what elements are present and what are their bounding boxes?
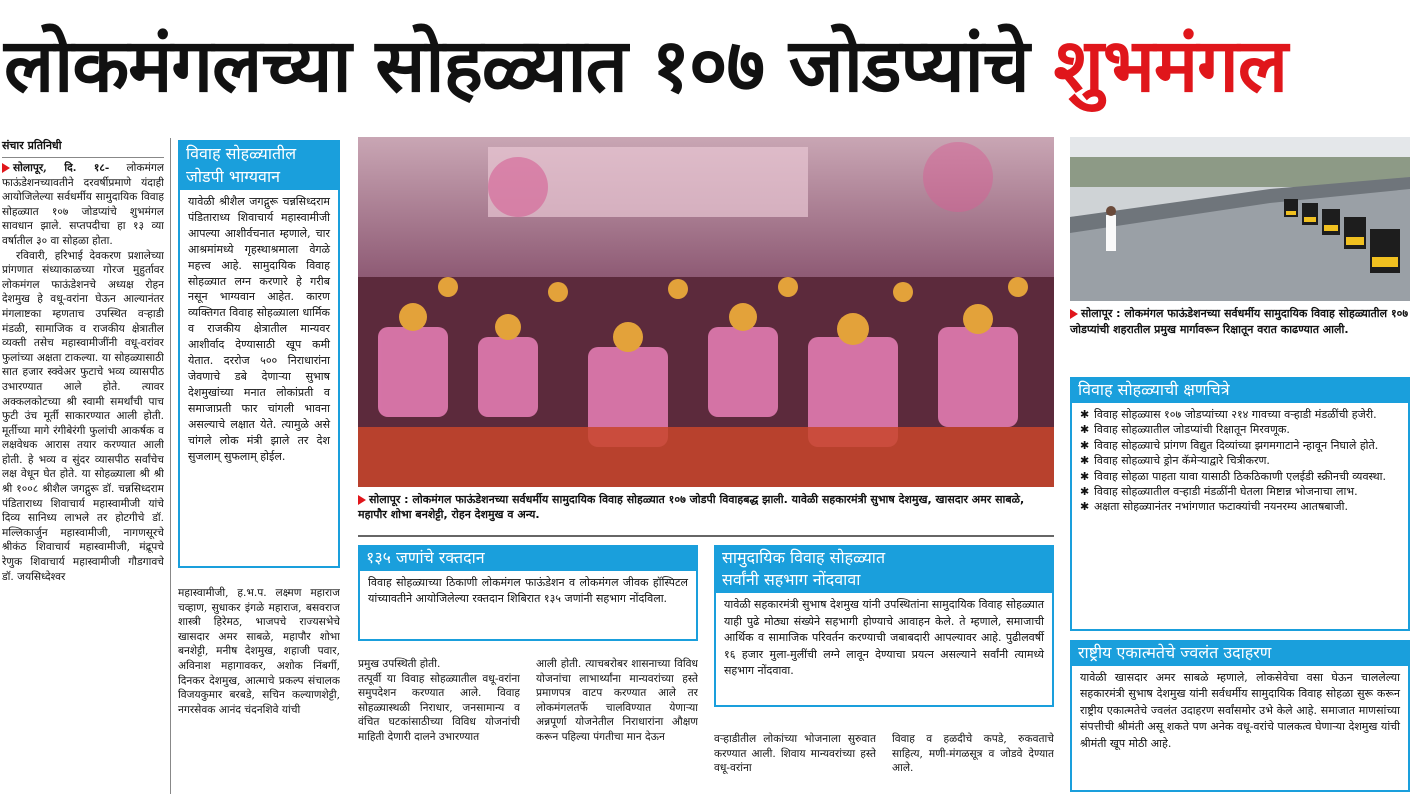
column-3b-text: आली होती. त्याचबरोबर शासनाच्या विविध योजनांचा लाभार्थ्यांना मान्यवरांच्या हस्ते प्रमाणपत्र वाटप करण्यात आले तर लोकमंगलतर्फे चालविण्यात येणाऱ्या अन्नपूर्णा योजनेतील निराधारांना औक्षण करून पहिल्या पंगतीचा मान देऊन <box>536 658 698 743</box>
side-photo-caption <box>1070 306 1410 338</box>
moment-text: विवाह सोहळ्याचे प्रांगण विद्युत दिव्यांच्या झगमगाटाने न्हावून निघाले होते. <box>1094 438 1379 452</box>
red-triangle-icon <box>1070 309 1078 319</box>
moments-list-box <box>1070 403 1410 631</box>
moment-text: अक्षता सोहळ्यानंतर नभांगणात फटाक्यांची नयनरम्य आतषबाजी. <box>1094 500 1348 514</box>
moment-text: विवाह सोहळ्यास १०७ जोडप्यांच्या २१४ गावच्या वऱ्हाडी मंडळींची हजेरी. <box>1094 408 1377 421</box>
participation-title-line-2: सर्वांनी सहभाग नोंदवावा <box>722 570 861 589</box>
fortunate-couples-title-line-1: विवाह सोहळ्यातील <box>186 144 297 163</box>
participation-title-line-1: सामुदायिक विवाह सोहळ्यात <box>722 548 886 567</box>
asterisk-icon: ✱ <box>1080 438 1090 452</box>
main-photo-caption <box>358 492 1054 522</box>
fortunate-couples-text: यावेळी श्रीशैल जगद्गुरू चन्नसिध्दराम पंडिताराध्य शिवाचार्य महास्वामीजी आपल्या आशीर्वचनात म्हणाले, चार आश्रमांमध्ये गृहस्थाश्रमाला वेगळे महत्त्व आहे. सामुदायिक विवाह सोहळ्यात लग्न करणारे हे गरीब नसून भाग्यवान आहेत. कारण व्यक्तिगत विवाह सोहळ्याला धार्मिक व राजकीय क्षेत्रातील मान्यवर आशीर्वाद देण्यासाठी खूप कमी येतात. दररोज ५०० निराधारांना जेवणाचे डबे देणाऱ्या सुभाष देशमुखांच्या मनात लोकांप्रती व समाजाप्रती फार चांगली भावना असल्याचे लक्षात येते. त्यामुळे असे चांगले लोक मंत्री झाले तर देश सुजलाम् सुफलाम् होईल. <box>178 190 340 568</box>
column-4b-text: विवाह व हळदीचे कपडे, रुकवताचे साहित्य, मणी-मंगळसूत्र व जोडवे देण्यात आले. <box>892 733 1054 775</box>
asterisk-icon: ✱ <box>1080 469 1090 483</box>
asterisk-icon: ✱ <box>1080 408 1090 421</box>
blood-donation-title: १३५ जणांचे रक्तदान <box>358 545 698 571</box>
wedding-ceremony-illustration <box>358 137 1054 487</box>
list-item <box>1080 469 1400 484</box>
headline <box>4 4 1408 128</box>
fortunate-couples-title <box>178 140 340 190</box>
wedding-ceremony-photo <box>358 137 1054 487</box>
list-item <box>1080 407 1400 422</box>
main-caption-marker: सोलापूर : <box>369 493 409 506</box>
side-caption-text: लोकमंगल फाऊंडेशनच्या सर्वधर्मीय सामुदायिक विवाह सोहळ्यातील १०७ जोडप्यांची शहरातील प्रमुख मार्गावरून रिक्षातून वरात काढण्यात आली. <box>1070 307 1409 336</box>
byline-rule <box>2 157 164 158</box>
national-unity-box <box>1070 640 1410 792</box>
list-item <box>1080 422 1400 437</box>
list-item <box>1080 484 1400 499</box>
main-caption-text: लोकमंगल फाऊंडेशनच्या सर्वधर्मीय सामुदायिक विवाह सोहळ्यात १०७ जोडपी विवाहबद्ध झाली. यावेळी सहकारमंत्री सुभाष देशमुख, खासदार अमर साबळे, महापौर शोभा बनशेट्टी, रोहन देशमुख व अन्य. <box>358 493 1025 521</box>
column-divider <box>170 138 171 794</box>
moments-list <box>1080 407 1400 515</box>
asterisk-icon: ✱ <box>1080 423 1090 437</box>
fortunate-couples-box <box>178 140 340 568</box>
fortunate-couples-title-line-2: जोडपी भाग्यवान <box>186 167 280 186</box>
moment-text: विवाह सोहळ्यातील वऱ्हाडी मंडळींनी घेतला मिष्टान्न भोजनाचा लाभ. <box>1094 485 1358 499</box>
headline-highlight: शुभमंगल <box>1053 23 1287 109</box>
blood-donation-box <box>358 545 698 641</box>
column-1 <box>2 138 164 794</box>
moment-text: विवाह सोहळ्याचे ड्रोन कॅमेऱ्याद्वारे चित्रीकरण. <box>1094 454 1270 468</box>
headline-main: लोकमंगलच्या सोहळ्यात १०७ जोडप्यांचे <box>4 23 1029 109</box>
dateline: सोलापूर, दि. १८- <box>13 162 110 174</box>
participation-text: यावेळी सहकारमंत्री सुभाष देशमुख यांनी उपस्थितांना सामुदायिक विवाह सोहळ्यात याही पुढे मोठ्या संख्येने सहभागी होण्याचे आवाहन केले. ते म्हणाले, समाजाची आर्थिक व सामाजिक परिवर्तन करण्याची जबाबदारी आपल्यावर आहे. पुढीलवर्षी १६ हजार मुला-मुलींची लग्ने लावून देण्याचा प्रयत्न असल्याने सर्वांनी त्यामध्ये सहभाग नोंदवावा. <box>714 593 1054 707</box>
asterisk-icon: ✱ <box>1080 485 1090 499</box>
participation-box <box>714 545 1054 707</box>
column-2-text: महास्वामीजी, ह.भ.प. लक्ष्मण महाराज चव्हाण, सुधाकर इंगळे महाराज, बसवराज शास्त्री हिरेमठ, भाजपचे राज्यसभेचे खासदार अमर साबळे, महापौर शोभा बनशेट्टी, मनीष देशमुख, शहाजी पवार, अविनाश महागावकर, अशोक निंबर्गी, दिनकर देशमुख, आत्माचे प्रकल्प संचालक विजयकुमार बरबडे, सचिन कल्याणशेट्टी, नगरसेवक आनंद चंदनशिवे यांची <box>178 587 340 716</box>
col1-paragraph-2: रविवारी, हरिभाई देवकरण प्रशालेच्या प्रांगणात संध्याकाळच्या गोरज मुहुर्तावर लोकमंगल फाऊंडेशनचे अध्यक्ष रोहन देशमुख हे वधू-वरांना घेऊन आल्यानंतर मंगलाष्टका म्हणताच उपस्थित वऱ्हाडी मंडळी, सामाजिक व राजकीय क्षेत्रातील व्यक्ती तसेच महास्वामीजींनी वधू-वरांवर फुलांच्या अक्षता टाकल्या. या सोहळ्यासाठी सात हजार स्क्वेअर फुटाचे भव्य व्यासपीठ उभारण्यात आले होते. त्यावर अक्कलकोटच्या श्री स्वामी समर्थांची पाच फुटी उंच मूर्ती साकारण्यात आली होती. मूर्तीच्या मागे रंगीबेरंगी फुलांची आकर्षक व लक्षवेधक आरास तयार करण्यात आली होती. हे भव्य व सुंदर व्यासपीठ सर्वांचेच लक्ष वेधून घेत होते. या सोहळ्याला श्री श्री श्री १००८ श्रीशैल जगद्गुरू डॉ. चन्नसिध्दराम पंडिताराध्य शिवाचार्य महास्वामीजी यांचे दिव्य सानिध्य लाभले तर होटगीचे डॉ. मल्लिकार्जुन महास्वामीजी, नागणसूरचे श्रीकंठ शिवाचार्य महास्वामीजी, मंद्रूपचे रेणुक शिवाचार्य महास्वामीजी गौडगावचे डॉ. जयसिध्देश्वर <box>2 249 164 583</box>
moments-title: विवाह सोहळ्याची क्षणचित्रे <box>1070 377 1410 403</box>
national-unity-text: यावेळी खासदार अमर साबळे म्हणाले, लोकसेवेचा वसा घेऊन चाललेल्या सहकारमंत्री सुभाष देशमुख यांनी सर्वधर्मीय सामुदायिक विवाह सोहळा सुरू करून राष्ट्रीय एकात्मतेचे ज्वलंत उदाहरण सर्वांसमोर उभे केले आहे. समाजात माणसांच्या संपत्तीची श्रीमंती असू शकते पण अनेक वधू-वरांचे पालकत्व घेणाऱ्या देशमुख यांची श्रीमंती खूप मोठी आहे. <box>1070 666 1410 792</box>
column-3a-text: प्रमुख उपस्थिती होती. तत्पूर्वी या विवाह सोहळ्यातील वधू-वरांना समुपदेशन करण्यात आले. विवाह सोहळ्यास्थळी निराधार, जनसामान्य व वंचित घटकांसाठीच्या विविध योजनांची माहिती देणारी दालने उभारण्यात <box>358 658 520 743</box>
red-triangle-icon <box>358 495 366 505</box>
participation-title <box>714 545 1054 593</box>
list-item <box>1080 453 1400 468</box>
side-caption-marker: सोलापूर : <box>1081 307 1121 320</box>
blood-donation-text: विवाह सोहळ्याच्या ठिकाणी लोकमंगल फाऊंडेशन व लोकमंगल जीवक हॉस्पिटल यांच्यावतीने आयोजिलेल्या रक्तदान शिबिरात १३५ जणांनी सहभाग नोंदविला. <box>358 571 698 641</box>
byline: संचार प्रतिनिधी <box>2 139 62 152</box>
rickshaw-procession-photo <box>1070 137 1410 301</box>
moments-box <box>1070 377 1410 631</box>
column-1-text <box>2 161 164 781</box>
moment-text: विवाह सोहळा पाहता यावा यासाठी ठिकठिकाणी एलईडी स्क्रीनची व्यवस्था. <box>1094 469 1386 483</box>
asterisk-icon: ✱ <box>1080 454 1090 468</box>
photo-rule <box>358 535 1054 537</box>
list-item <box>1080 438 1400 453</box>
national-unity-title: राष्ट्रीय एकात्मतेचे ज्वलंत उदाहरण <box>1070 640 1410 666</box>
red-triangle-icon <box>2 163 10 173</box>
col1-paragraph-1: लोकमंगल फाऊंडेशनच्यावतीने दरवर्षीप्रमाणे यंदाही आयोजिलेल्या सर्वधर्मीय सामुदायिक विवाह सोहळ्यात १०७ जोडप्यांचे शुभमंगल सावधान झाले. सप्तपदीचा हा १३ व्या वर्षातील ३० वा सोहळा होता. <box>2 162 164 247</box>
rickshaw-procession-illustration <box>1070 137 1410 301</box>
list-item <box>1080 499 1400 514</box>
asterisk-icon: ✱ <box>1080 500 1090 514</box>
moment-text: विवाह सोहळ्यातील जोडप्यांची रिक्षातून मिरवणूक. <box>1094 423 1290 437</box>
column-4a-text: वऱ्हाडीतील लोकांच्या भोजनाला सुरुवात करण्यात आली. शिवाय मान्यवरांच्या हस्ते वधू-वरांना <box>714 733 876 775</box>
